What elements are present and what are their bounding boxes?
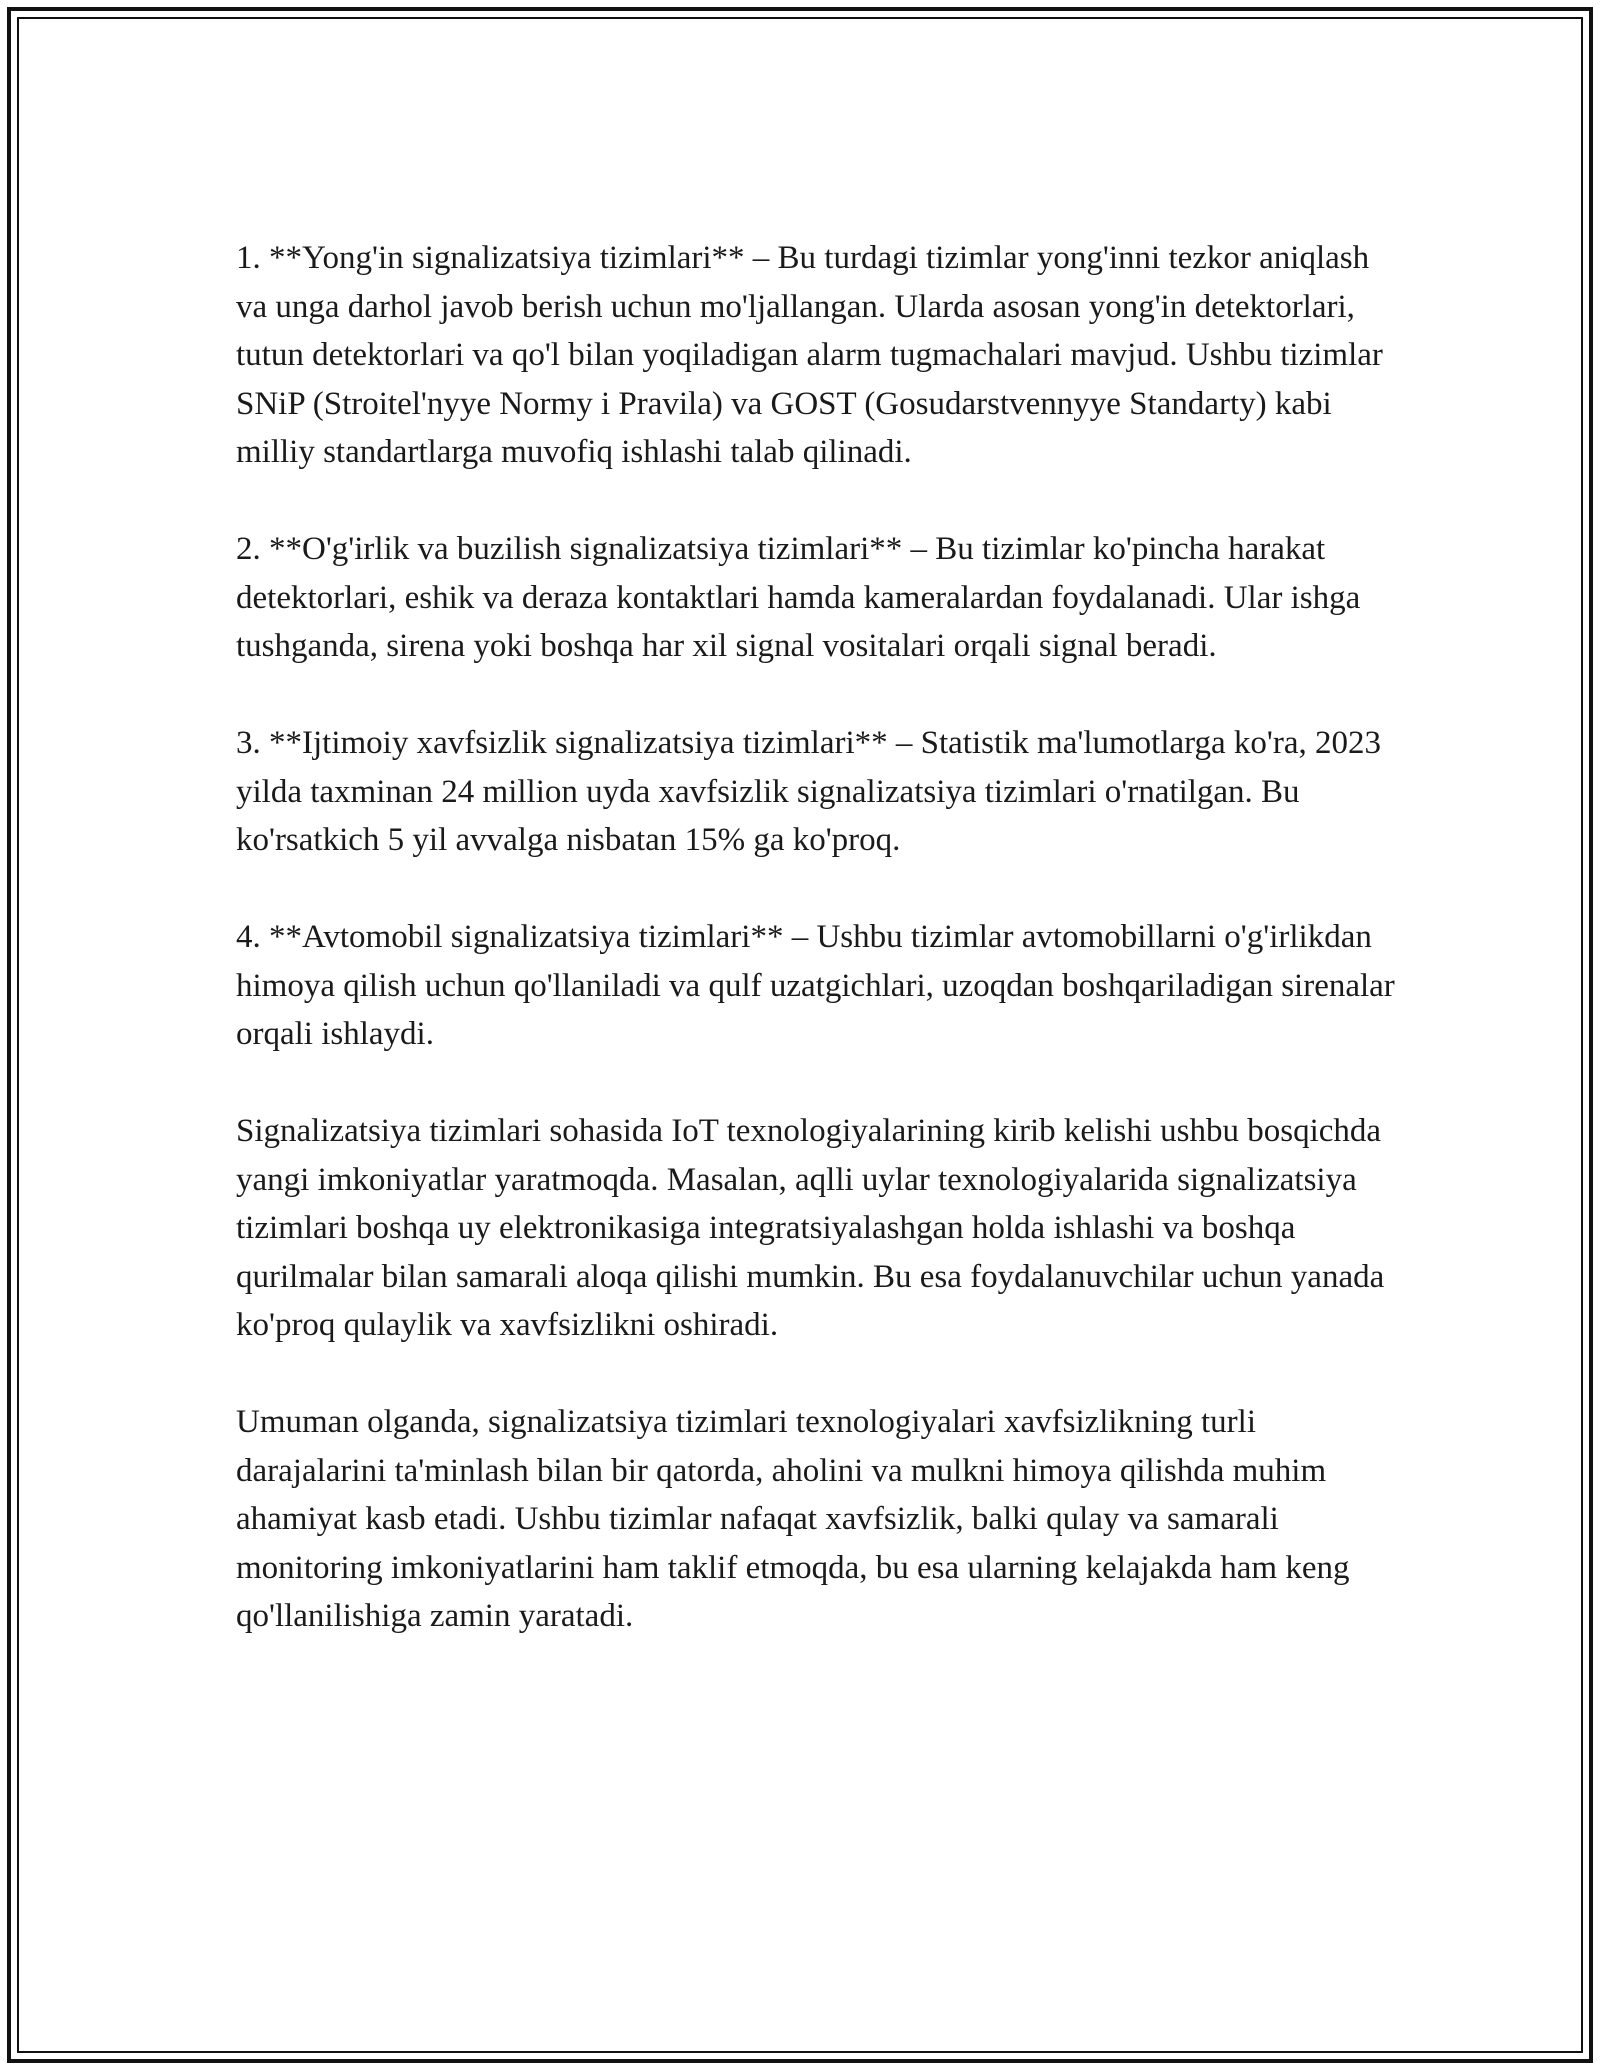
paragraph-social-security-alarm-systems: 3. **Ijtimoiy xavfsizlik signalizatsiya tizimlari** – Statistik ma'lumotlarga ko'ra, 2023 yilda taxminan 24 million uyda xavfsizlik signalizatsiya tizimlari o'rnatilgan. Bu ko'rsatkich 5 yil avvalga nisbatan 15% ga ko'proq. [236, 725, 1382, 858]
paragraph-car-alarm-systems: 4. **Avtomobil signalizatsiya tizimlari** – Ushbu tizimlar avtomobillarni o'g'irlikdan himoya qilish uchun qo'llaniladi va qulf uzatgichlari, uzoqdan boshqariladigan sirenalar orqali ishlaydi. [236, 919, 1395, 1052]
paragraph-fire-alarm-systems: 1. **Yong'in signalizatsiya tizimlari** – Bu turdagi tizimlar yong'inni tezkor aniqlash va unga darhol javob berish uchun mo'ljallangan. Ularda asosan yong'in detektorlari, tutun detektorlari va qo'l bilan yoqiladigan alarm tugmachalari mavjud. Ushbu tizimlar SNiP (Stroitel'nyye Normy i Pravila) va GOST (Gosudarstvennyye Standarty) kabi milliy standartlarga muvofiq ishlashi talab qilinadi. [236, 240, 1383, 470]
paragraph-conclusion: Umuman olganda, signalizatsiya tizimlari texnologiyalari xavfsizlikning turli darajalarini ta'minlash bilan bir qatorda, aholini va mulkni himoya qilishda muhim ahamiyat kasb etadi. Ushbu tizimlar nafaqat xavfsizlik, balki qulay va samarali monitoring imkoniyatlarini ham taklif etmoqda, bu esa ularning kelajakda ham keng qo'llanilishiga zamin yaratadi. [236, 1404, 1350, 1634]
paragraph-theft-alarm-systems: 2. **O'g'irlik va buzilish signalizatsiya tizimlari** – Bu tizimlar ko'pincha harakat detektorlari, eshik va deraza kontaktlari hamda kameralardan foydalanadi. Ular ishga tushganda, sirena yoki boshqa har xil signal vositalari orqali signal beradi. [236, 531, 1361, 664]
document-body [236, 234, 1396, 1689]
paragraph-iot-technologies: Signalizatsiya tizimlari sohasida IoT texnologiyalarining kirib kelishi ushbu bosqichda yangi imkoniyatlar yaratmoqda. Masalan, aqlli uylar texnologiyalarida signalizatsiya tizimlari boshqa uy elektronikasiga integratsiyalashgan holda ishlashi va boshqa qurilmalar bilan samarali aloqa qilishi mumkin. Bu esa foydalanuvchilar uchun yanada ko'proq qulaylik va xavfsizlikni oshiradi. [236, 1113, 1385, 1343]
